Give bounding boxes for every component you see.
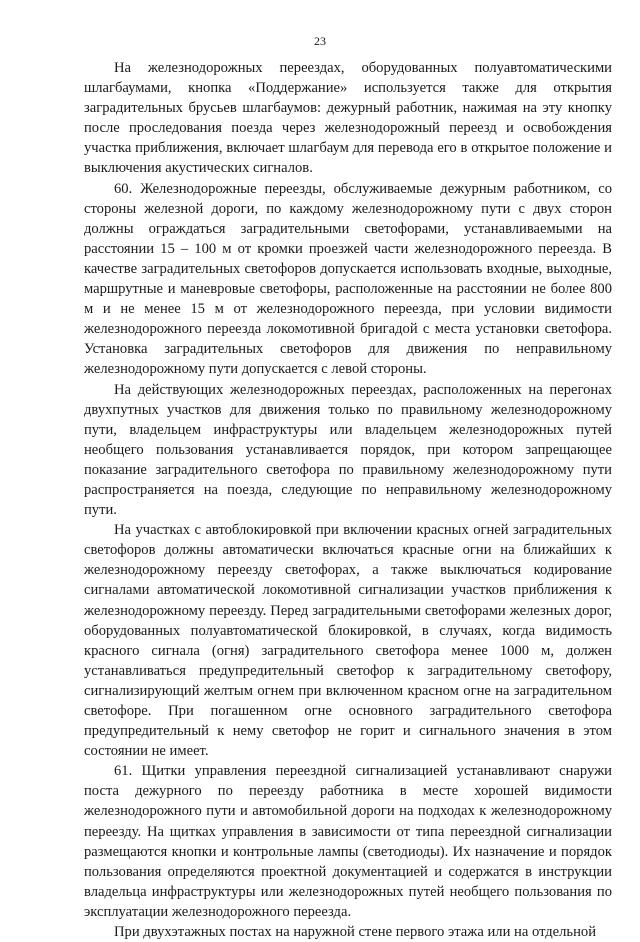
page-number: 23 [314,34,326,48]
document-body [84,58,612,942]
paragraph-autoblock: На участках с автоблокировкой при включении красных огней заградительных светофоров должны автоматически включаться красные огни на ближайших к железнодорожному переезду светофорах, а также выключаться кодирование сигналами автоматической локомотивной сигнализации участков приближения к железнодорожному переезду. Перед заградительными светофорами железных дорог, оборудованных полуавтоматической блокировкой, в случаях, когда видимость красного сигнала (огня) заградительного светофора менее 1000 м, должен устанавливаться предупредительный светофор к заградительному светофору, сигнализирующий желтым огнем при включенном красном огне на заградительном светофоре. При погашенном огне основного заградительного светофора предупредительный к нему светофор не горит и сигнального значения в этом состоянии не имеет. [84,522,612,760]
paragraph-61: 61. Щитки управления переездной сигнализацией устанавливают снаружи поста дежурного по переезду работника в месте хорошей видимости железнодорожного пути и автомобильной дороги на подходах к железнодорожному переезду. На щитках управления в зависимости от типа переездной сигнализации размещаются кнопки и контрольные лампы (светодиоды). Их назначение и порядок пользования определяются проектной документацией и содержатся в инструкции владельца инфраструктуры или железнодорожных путей необщего пользования по эксплуатации железнодорожного переезда. [84,763,612,920]
paragraph-two-storey-posts: При двухэтажных постах на наружной стене первого этажа или на отдельной [114,924,597,941]
paragraph-60: 60. Железнодорожные переезды, обслуживаемые дежурным работником, со стороны железной дороги, по каждому железнодорожному пути с двух сторон должны ограждаться заградительными светофорами, устанавливаемыми на расстоянии 15 – 100 м от кромки проезжей части железнодорожного переезда. В качестве заградительных светофоров допускается использовать входные, выходные, маршрутные и маневровые светофоры, расположенные на расстоянии не более 800 м и не менее 15 м от железнодорожного переезда, при условии видимости железнодорожного переезда локомотивной бригадой с места установки светофора. Установка заградительных светофоров для движения по неправильному железнодорожному пути допускается с левой стороны. [84,180,612,378]
paragraph-double-track: На действующих железнодорожных переездах, расположенных на перегонах двухпутных участков для движения только по правильному железнодорожному пути, владельцем инфраструктуры или владельцем железнодорожных путей необщего пользования устанавливается порядок, при котором запрещающее показание заградительного светофора по правильному железнодорожному пути распространяется на поезда, следующие по неправильному железнодорожному пути. [84,381,612,519]
paragraph-shlagbaum-button: На железнодорожных переездах, оборудованных полуавтоматическими шлагбаумами, кнопка «Поддержание» используется также для открытия заградительных брусьев шлагбаумов: дежурный работник, нажимая на эту кнопку после проследования поезда через железнодорожный переезд и освобождения участка приближения, включает шлагбаум для перевода его в открытое положение и выключения акустических сигналов. [84,60,612,177]
